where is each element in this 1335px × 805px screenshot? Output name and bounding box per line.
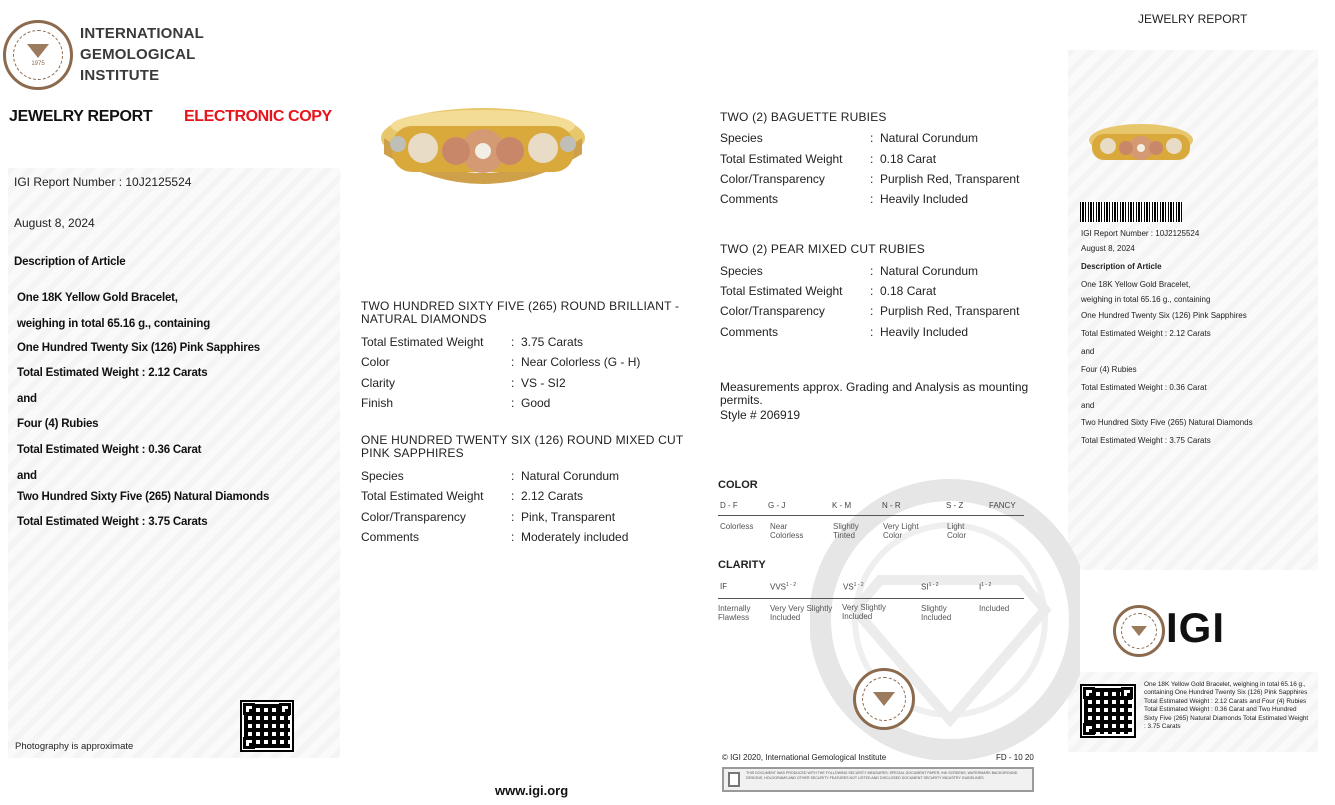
- clarity-description: Very Very Slightly Included: [770, 604, 833, 622]
- summary-line: One 18K Yellow Gold Bracelet,: [1081, 280, 1191, 289]
- copyright-text: © IGI 2020, International Gemological Institute: [722, 753, 887, 762]
- color-grade: S - Z: [946, 501, 964, 510]
- pear-section-title: TWO (2) PEAR MIXED CUT RUBIES: [720, 242, 925, 256]
- detail-row: Color : Near Colorless (G - H): [361, 355, 641, 369]
- detail-label: Finish: [361, 396, 394, 410]
- detail-value: Natural Corundum: [521, 469, 620, 483]
- detail-row: Total Estimated Weight : 2.12 Carats: [361, 489, 584, 503]
- photography-note: Photography is approximate: [15, 741, 134, 752]
- igi-logo-seal: [1113, 605, 1165, 657]
- clarity-grade: SI$^{1 - 2}$: [921, 582, 939, 592]
- detail-label: Total Estimated Weight: [720, 284, 843, 298]
- detail-value: Good: [521, 396, 551, 410]
- detail-value: 3.75 Carats: [521, 335, 584, 349]
- detail-value: VS - SI2: [521, 376, 566, 390]
- detail-row: Total Estimated Weight : 0.18 Carat: [720, 152, 937, 166]
- detail-value: Natural Corundum: [880, 264, 979, 278]
- detail-label: Comments: [720, 192, 779, 206]
- description-line: and: [17, 470, 37, 482]
- right-report-title: JEWELRY REPORT: [1138, 12, 1248, 26]
- detail-row: Color/Transparency : Pink, Transparent: [361, 510, 616, 524]
- report-number: IGI Report Number : 10J2125524: [14, 175, 192, 189]
- clarity-description: Included: [979, 604, 1010, 613]
- detail-row: Species : Natural Corundum: [361, 469, 620, 483]
- summary-small-text: One 18K Yellow Gold Bracelet, weighing in total 65.16 g., containing One Hundred Twenty Six (126) Pink Sapphires Total Estimated Weight : 2.12 Carats and Four (4) Rubies Total Estimated Weight : 0.36 Carat and Two Hundred Sixty Five (265) Natural Diamonds Total Estimated Weight : 3.75 Carats: [1144, 681, 1309, 731]
- measurements-note: Measurements approx. Grading and Analysis as mounting permits.: [720, 380, 1029, 407]
- report-title: JEWELRY REPORT: [9, 108, 153, 125]
- detail-label: Species: [720, 264, 763, 278]
- summary-line: Total Estimated Weight : 0.36 Carat: [1081, 383, 1207, 392]
- igi-seal-logo: [3, 20, 73, 90]
- security-strip: [722, 767, 1034, 792]
- clarity-grade: VS$^{1 - 2}$: [843, 582, 864, 592]
- report-date: August 8, 2024: [14, 216, 95, 230]
- detail-row: Color/Transparency : Purplish Red, Transparent: [720, 172, 1020, 186]
- detail-row: Finish : Good: [361, 396, 551, 410]
- description-line: Total Estimated Weight : 3.75 Carats: [17, 516, 208, 528]
- summary-line: and: [1081, 401, 1095, 410]
- color-scale-line: [718, 515, 1024, 516]
- detail-label: Total Estimated Weight: [720, 152, 843, 166]
- baguette-section-title: TWO (2) BAGUETTE RUBIES: [720, 110, 887, 124]
- detail-value: Purplish Red, Transparent: [880, 304, 1020, 318]
- detail-value: Heavily Included: [880, 325, 969, 339]
- clarity-description: Very Slightly Included: [842, 603, 887, 621]
- website-link[interactable]: www.igi.org: [495, 783, 569, 798]
- barcode: [1080, 202, 1182, 222]
- summary-line: Two Hundred Sixty Five (265) Natural Diamonds: [1081, 418, 1253, 427]
- detail-row: Species : Natural Corundum: [720, 264, 979, 278]
- detail-value: Near Colorless (G - H): [521, 355, 641, 369]
- color-grade: FANCY: [989, 501, 1016, 510]
- summary-report-number: IGI Report Number : 10J2125524: [1081, 229, 1200, 238]
- summary-line: weighing in total 65.16 g., containing: [1081, 295, 1211, 304]
- summary-line: Four (4) Rubies: [1081, 365, 1137, 374]
- color-description: Light Color: [947, 522, 967, 540]
- detail-label: Color/Transparency: [361, 510, 466, 524]
- org-name-line2: GEMOLOGICAL: [80, 46, 196, 63]
- detail-row: Total Estimated Weight : 3.75 Carats: [361, 335, 584, 349]
- description-line: Two Hundred Sixty Five (265) Natural Diamonds: [17, 491, 270, 503]
- detail-label: Species: [361, 469, 404, 483]
- detail-label: Color: [361, 355, 390, 369]
- sapphires-section-title: ONE HUNDRED TWENTY SIX (126) ROUND MIXED CUT PINK SAPPHIRES: [361, 433, 684, 460]
- detail-label: Comments: [720, 325, 779, 339]
- style-number: Style # 206919: [720, 408, 801, 422]
- security-note: THIS DOCUMENT WAS PRODUCED WITH THE FOLLOWING SECURITY MEASURES: SPECIAL DOCUMENT PAPER, INK SCREENS, WATERMARK BACKGROUND DESIGNS, HOLOGRAMS AND OTHER SECURITY FEATURES NOT LISTED AND DISCLOSED DOCUMENT SECURITY INDUSTRY GUIDELINES.: [746, 771, 1018, 780]
- description-heading: Description of Article: [14, 256, 126, 268]
- org-name-line3: INSTITUTE: [80, 67, 160, 84]
- qr-code[interactable]: [240, 700, 294, 752]
- description-line: Four (4) Rubies: [17, 418, 99, 430]
- detail-value: Natural Corundum: [880, 131, 979, 145]
- detail-row: Color/Transparency : Purplish Red, Transparent: [720, 304, 1020, 318]
- detail-label: Comments: [361, 530, 420, 544]
- summary-line: Total Estimated Weight : 3.75 Carats: [1081, 436, 1211, 445]
- org-name-line1: INTERNATIONAL: [80, 25, 204, 42]
- form-code: FD - 10 20: [996, 753, 1034, 762]
- detail-label: Total Estimated Weight: [361, 335, 484, 349]
- detail-label: Total Estimated Weight: [361, 489, 484, 503]
- detail-value: 0.18 Carat: [880, 152, 937, 166]
- clarity-scale-line: [718, 598, 1024, 599]
- summary-line: and: [1081, 347, 1095, 356]
- diamond-icon: [873, 692, 895, 706]
- color-grade: D - F: [720, 501, 738, 510]
- detail-label: Color/Transparency: [720, 172, 825, 186]
- electronic-copy-label: ELECTRONIC COPY: [184, 108, 332, 125]
- description-line: weighing in total 65.16 g., containing: [17, 318, 211, 330]
- description-line: One 18K Yellow Gold Bracelet,: [17, 292, 178, 304]
- summary-description-heading: Description of Article: [1081, 262, 1162, 271]
- detail-value: Moderately included: [521, 530, 629, 544]
- detail-value: 0.18 Carat: [880, 284, 937, 298]
- color-description: Colorless: [720, 522, 754, 531]
- color-grade: N - R: [882, 501, 901, 510]
- detail-row: Total Estimated Weight : 0.18 Carat: [720, 284, 937, 298]
- detail-label: Clarity: [361, 376, 396, 390]
- color-grade: K - M: [832, 501, 852, 510]
- clarity-grade: $I^{1 - 2}$: [979, 582, 992, 592]
- summary-date: August 8, 2024: [1081, 244, 1135, 253]
- seal-year: 1975: [31, 60, 45, 67]
- summary-line: Total Estimated Weight : 2.12 Carats: [1081, 329, 1211, 338]
- description-line: and: [17, 393, 37, 405]
- detail-value: Purplish Red, Transparent: [880, 172, 1020, 186]
- color-grade: G - J: [768, 501, 786, 510]
- detail-value: Heavily Included: [880, 192, 969, 206]
- clarity-grade: VVS$^{1 - 2}$: [770, 582, 797, 592]
- detail-label: Color/Transparency: [720, 304, 825, 318]
- detail-row: Comments : Heavily Included: [720, 192, 969, 206]
- summary-qr-code[interactable]: [1080, 684, 1136, 738]
- document-icon: [728, 772, 740, 787]
- detail-label: Species: [720, 131, 763, 145]
- diamonds-section-title: TWO HUNDRED SIXTY FIVE (265) ROUND BRILLIANT - NATURAL DIAMONDS: [361, 299, 680, 326]
- clarity-grade: IF: [720, 582, 728, 591]
- color-description: Very Light Color: [883, 522, 919, 540]
- diamond-icon: [1131, 626, 1147, 636]
- diamond-icon: [27, 44, 49, 58]
- igi-logo-text: IGI: [1166, 604, 1226, 651]
- clarity-description: Internally Flawless: [718, 604, 751, 622]
- bracelet-thumbnail: [1086, 116, 1196, 178]
- bracelet-photo: [378, 96, 588, 210]
- description-line: Total Estimated Weight : 2.12 Carats: [17, 367, 208, 379]
- detail-row: Comments : Heavily Included: [720, 325, 969, 339]
- detail-row: Species : Natural Corundum: [720, 131, 979, 145]
- detail-value: 2.12 Carats: [521, 489, 584, 503]
- clarity-description: Slightly Included: [921, 604, 952, 622]
- detail-row: Clarity : VS - SI2: [361, 376, 566, 390]
- bottom-igi-seal: [853, 668, 915, 730]
- color-description: Near Colorless: [770, 522, 804, 540]
- description-line: Total Estimated Weight : 0.36 Carat: [17, 444, 202, 456]
- detail-row: Comments : Moderately included: [361, 530, 629, 544]
- color-scale-heading: COLOR: [718, 479, 758, 491]
- description-line: One Hundred Twenty Six (126) Pink Sapphires: [17, 342, 260, 354]
- color-description: Slightly Tinted: [833, 522, 859, 540]
- clarity-scale-heading: CLARITY: [718, 559, 766, 571]
- summary-line: One Hundred Twenty Six (126) Pink Sapphires: [1081, 311, 1247, 320]
- detail-value: Pink, Transparent: [521, 510, 616, 524]
